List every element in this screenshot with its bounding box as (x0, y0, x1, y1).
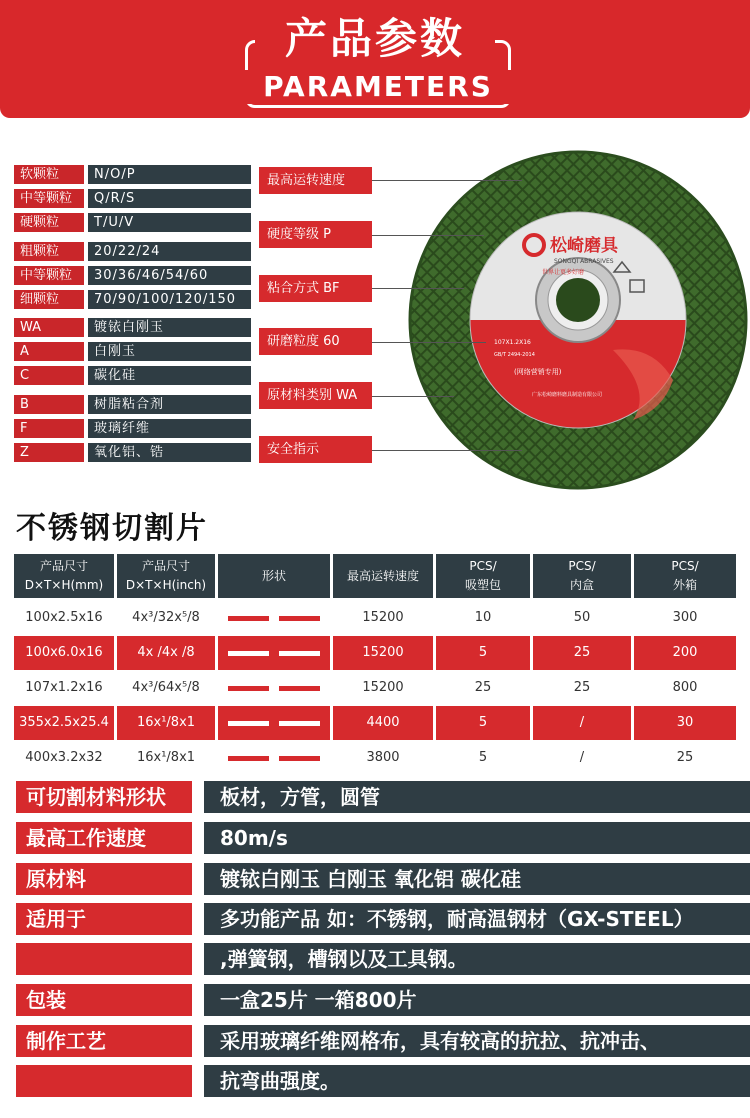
table-row (14, 706, 750, 740)
cell-pack: 5 (478, 750, 488, 765)
param-value: 30/36/46/54/60 (88, 266, 251, 285)
param-key: B (14, 395, 84, 414)
header-line: 内盒 (569, 578, 594, 592)
param-value: N/O/P (88, 165, 251, 184)
cutting-disc-image (408, 150, 748, 490)
annotation-safety: 安全指示 (259, 436, 372, 463)
header-line: 产品尺寸 (39, 559, 88, 573)
info-key: 制作工艺 (16, 1025, 192, 1057)
leader-line (372, 288, 464, 289)
cell-inner: / (579, 750, 585, 765)
disc-spec: 107X1.2X16 (494, 339, 531, 346)
info-value: 多功能产品 如：不锈钢，耐高温钢材（GX-STEEL） (204, 903, 750, 935)
cell-outer: 300 (672, 610, 698, 625)
annotation-max-speed: 最高运转速度 (259, 167, 372, 194)
leader-line (372, 342, 486, 343)
info-value: ,弹簧钢，槽钢以及工具钢。 (204, 943, 750, 975)
cell-pack: 25 (474, 680, 492, 695)
header-line: PCS/ (568, 559, 596, 573)
header-line: D×T×H(inch) (125, 578, 207, 592)
param-key: Z (14, 443, 84, 462)
param-key: A (14, 342, 84, 361)
disc-brand-en: SONGQI ABRASIVES (554, 258, 614, 265)
param-key: 中等颗粒 (14, 266, 84, 285)
disc-shape-icon (228, 616, 320, 621)
disc-brand-cn: 松崎磨具 (550, 236, 618, 256)
param-value: 镀铱白刚玉 (88, 318, 251, 337)
table-header (14, 554, 114, 598)
table-row (14, 671, 750, 705)
cell-shape (218, 671, 330, 705)
cell-shape (218, 706, 330, 740)
header-line: PCS/ (671, 559, 699, 573)
table-header (218, 554, 330, 598)
cell-mm: 100x2.5x16 (25, 610, 103, 625)
cell-pack: 5 (436, 636, 530, 670)
header-line: 产品尺寸 (141, 559, 190, 573)
cell-mm: 355x2.5x25.4 (14, 706, 114, 740)
param-value: Q/R/S (88, 189, 251, 208)
annotation-material: 原材料类别 WA (259, 382, 372, 409)
leader-line (372, 450, 522, 451)
cell-inch: 16x¹/8x1 (136, 750, 196, 765)
header-line: 最高运转速度 (346, 568, 419, 583)
param-value: 20/22/24 (88, 242, 251, 261)
param-key: F (14, 419, 84, 438)
param-key: 中等颗粒 (14, 189, 84, 208)
info-key: 原材料 (16, 863, 192, 895)
cell-inch: 4x³/32x⁵/8 (132, 610, 200, 625)
table-header (436, 554, 530, 598)
leader-line (372, 235, 484, 236)
cell-inch: 4x /4x /8 (117, 636, 215, 670)
table-row (14, 601, 750, 635)
cell-mm: 100x6.0x16 (14, 636, 114, 670)
table-row (14, 636, 750, 670)
disc-shape-icon (228, 721, 320, 726)
param-key: 粗颗粒 (14, 242, 84, 261)
info-value: 抗弯曲强度。 (204, 1065, 750, 1097)
cell-speed: 15200 (362, 680, 404, 695)
disc-standard: GB/T 2494-2014 (494, 352, 535, 358)
header-line: 吸塑包 (464, 578, 501, 592)
table-header (634, 554, 736, 598)
info-value: 80m/s (204, 822, 750, 854)
annotation-bond: 粘合方式 BF (259, 275, 372, 302)
param-value: 氧化铝、锆 (88, 443, 251, 462)
cell-mm: 107x1.2x16 (25, 680, 103, 695)
info-key: 最高工作速度 (16, 822, 192, 854)
param-key: WA (14, 318, 84, 337)
banner-title-cn: 产品参数 (255, 14, 495, 64)
annotation-hardness: 硬度等级 P (259, 221, 372, 248)
cell-speed: 3800 (366, 750, 400, 765)
table-header (533, 554, 631, 598)
info-key: 包装 (16, 984, 192, 1016)
disc-company: 广东松崎磨料磨具制造有限公司 (532, 392, 603, 398)
param-value: 玻璃纤维 (88, 419, 251, 438)
disc-shape-icon (228, 686, 320, 691)
cell-outer: 200 (634, 636, 736, 670)
cell-mm: 400x3.2x32 (25, 750, 103, 765)
disc-usage: (网络营销专用) (514, 368, 562, 376)
cell-inch: 4x³/64x⁵/8 (132, 680, 200, 695)
table-header (333, 554, 433, 598)
disc-shape-icon (228, 756, 320, 761)
cell-shape (218, 741, 330, 775)
cell-shape (218, 601, 330, 635)
param-value: 70/90/100/120/150 (88, 290, 251, 309)
cell-outer: 25 (676, 750, 694, 765)
cell-pack: 10 (474, 610, 492, 625)
cell-outer: 30 (634, 706, 736, 740)
cell-pack: 5 (436, 706, 530, 740)
info-key (16, 1065, 192, 1097)
cell-inch: 16x¹/8x1 (117, 706, 215, 740)
cell-speed: 4400 (333, 706, 433, 740)
banner-title-en: PARAMETERS (245, 70, 511, 104)
header-line: 外箱 (672, 578, 697, 592)
section-title: 不锈钢切割片 (16, 511, 208, 546)
header-line: D×T×H(mm) (24, 578, 104, 592)
cell-inner: / (533, 706, 631, 740)
cell-shape (218, 636, 330, 670)
cell-inner: 25 (533, 636, 631, 670)
cell-inner: 25 (573, 680, 591, 695)
param-key: 细颗粒 (14, 290, 84, 309)
cell-outer: 800 (672, 680, 698, 695)
disc-slogan: 世界让更多好磨 (542, 269, 585, 276)
disc-shape-icon (228, 651, 320, 656)
info-key: 适用于 (16, 903, 192, 935)
leader-line (372, 180, 522, 181)
param-value: T/U/V (88, 213, 251, 232)
cell-inner: 50 (573, 610, 591, 625)
param-value: 碳化硅 (88, 366, 251, 385)
annotation-grit: 研磨粒度 60 (259, 328, 372, 355)
leader-line (372, 396, 454, 397)
info-value: 一盒25片 一箱800片 (204, 984, 750, 1016)
info-key (16, 943, 192, 975)
param-key: 硬颗粒 (14, 213, 84, 232)
param-value: 白刚玉 (88, 342, 251, 361)
info-key: 可切割材料形状 (16, 781, 192, 813)
param-key: 软颗粒 (14, 165, 84, 184)
param-key: C (14, 366, 84, 385)
table-header (117, 554, 215, 598)
header-line: PCS/ (469, 559, 497, 573)
cell-speed: 15200 (362, 610, 404, 625)
cell-speed: 15200 (333, 636, 433, 670)
table-row (14, 741, 750, 775)
header-line: 形状 (261, 568, 286, 583)
info-value: 镀铱白刚玉 白刚玉 氧化铝 碳化硅 (204, 863, 750, 895)
param-value: 树脂粘合剂 (88, 395, 251, 414)
info-value: 采用玻璃纤维网格布，具有较高的抗拉、抗冲击、 (204, 1025, 750, 1057)
info-value: 板材，方管，圆管 (204, 781, 750, 813)
